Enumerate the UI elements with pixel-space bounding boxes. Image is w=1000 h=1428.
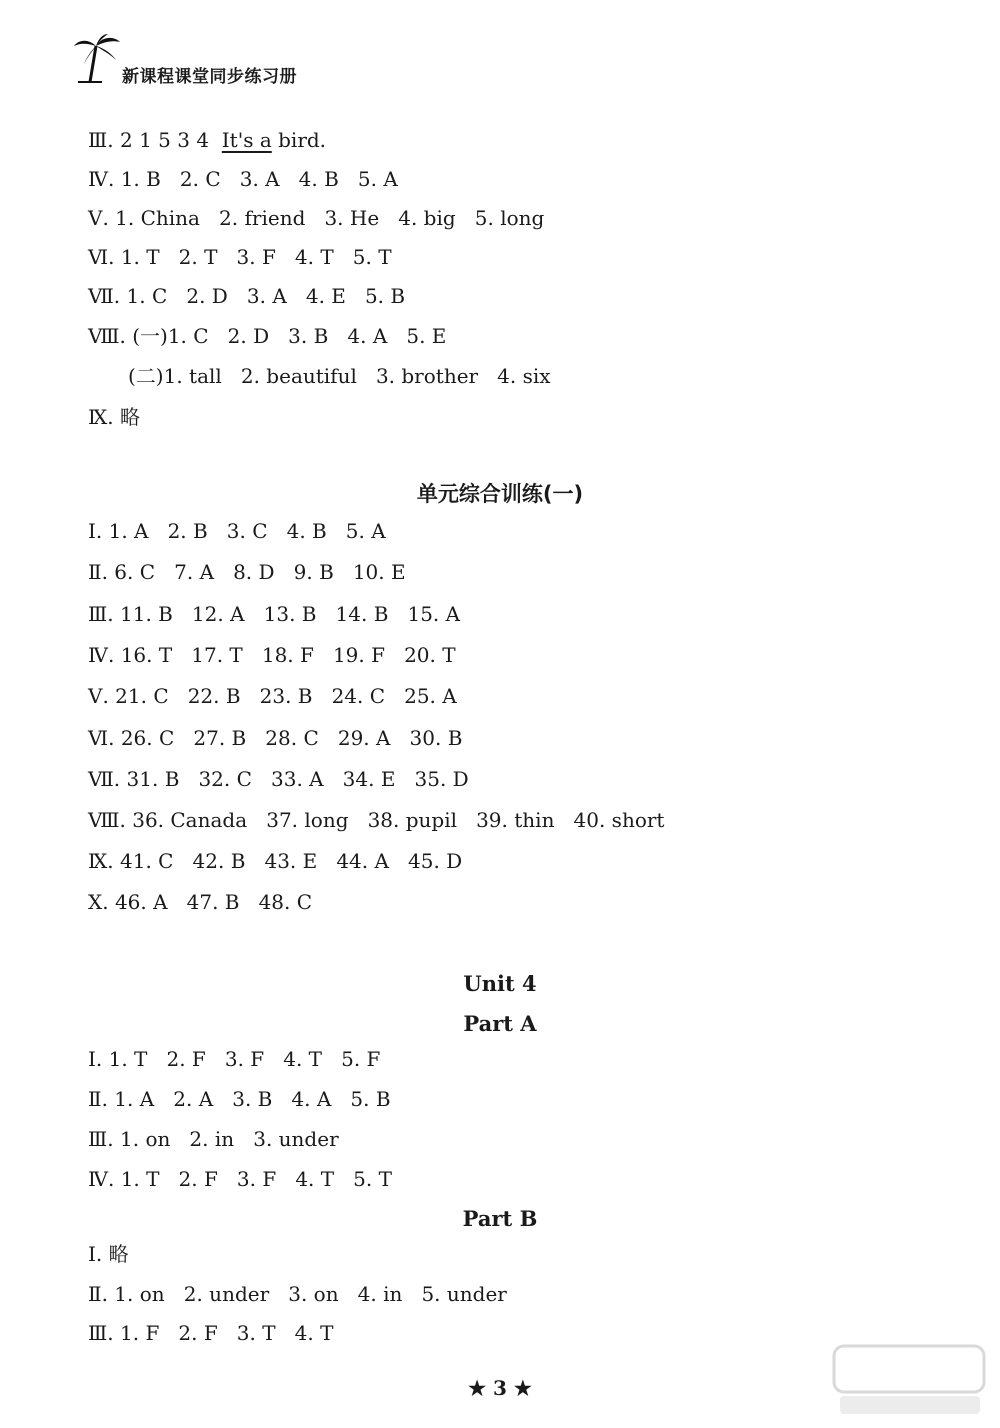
watermark-logo — [830, 1340, 990, 1420]
part-heading: Part B — [462, 1206, 538, 1231]
section-heading: 单元综合训练(一) — [416, 482, 584, 506]
answer-line: Ⅵ. 26. C 27. B 28. C 29. A 30. B — [88, 726, 463, 750]
answer-line: Ⅰ. 略 — [88, 1242, 129, 1266]
answer-line: Ⅷ. 36. Canada 37. long 38. pupil 39. thin 40. short — [88, 808, 665, 832]
answer-line: Ⅸ. 41. C 42. B 43. E 44. A 45. D — [88, 849, 463, 873]
answer-text: Ⅲ. 2 1 5 3 4 — [88, 128, 222, 152]
answer-line: Ⅵ. 1. T 2. T 3. F 4. T 5. T — [88, 245, 392, 269]
answer-line: Ⅴ. 21. C 22. B 23. B 24. C 25. A — [88, 684, 457, 708]
answer-line: Ⅳ. 1. T 2. F 3. F 4. T 5. T — [88, 1167, 392, 1191]
answer-line: Ⅱ. 6. C 7. A 8. D 9. B 10. E — [88, 560, 406, 584]
answer-line: Ⅸ. 略 — [88, 405, 141, 429]
answer-text: bird. — [271, 128, 327, 152]
unit-heading: Unit 4 — [463, 971, 537, 996]
answer-line: Ⅲ. 11. B 12. A 13. B 14. B 15. A — [88, 602, 461, 626]
answer-line: Ⅰ. 1. A 2. B 3. C 4. B 5. A — [88, 519, 386, 543]
answer-line: Ⅱ. 1. on 2. under 3. on 4. in 5. under — [88, 1282, 507, 1306]
answer-line: Ⅳ. 16. T 17. T 18. F 19. F 20. T — [88, 643, 456, 667]
answer-line: Ⅳ. 1. B 2. C 3. A 4. B 5. A — [88, 167, 398, 191]
palm-tree-icon — [72, 34, 124, 84]
answer-line: Ⅲ. 1. F 2. F 3. T 4. T — [88, 1321, 334, 1345]
answer-line: (二)1. tall 2. beautiful 3. brother 4. six — [128, 364, 551, 388]
header-title: 新课程课堂同步练习册 — [122, 67, 297, 87]
page-number: ★ 3 ★ — [468, 1376, 532, 1400]
underlined-answer: It's a — [221, 128, 272, 152]
answer-line — [88, 127, 326, 153]
answer-line: Ⅱ. 1. A 2. A 3. B 4. A 5. B — [88, 1087, 391, 1111]
answer-line: Ⅶ. 1. C 2. D 3. A 4. E 5. B — [88, 284, 406, 308]
answer-line: Ⅰ. 1. T 2. F 3. F 4. T 5. F — [88, 1047, 381, 1071]
answer-line: Ⅹ. 46. A 47. B 48. C — [88, 890, 313, 914]
part-heading: Part A — [463, 1011, 537, 1036]
answer-line: Ⅴ. 1. China 2. friend 3. He 4. big 5. long — [88, 206, 545, 230]
answer-line: Ⅷ. (一)1. C 2. D 3. B 4. A 5. E — [88, 324, 447, 348]
answer-line: Ⅲ. 1. on 2. in 3. under — [88, 1127, 339, 1151]
answer-line: Ⅶ. 31. B 32. C 33. A 34. E 35. D — [88, 767, 469, 791]
